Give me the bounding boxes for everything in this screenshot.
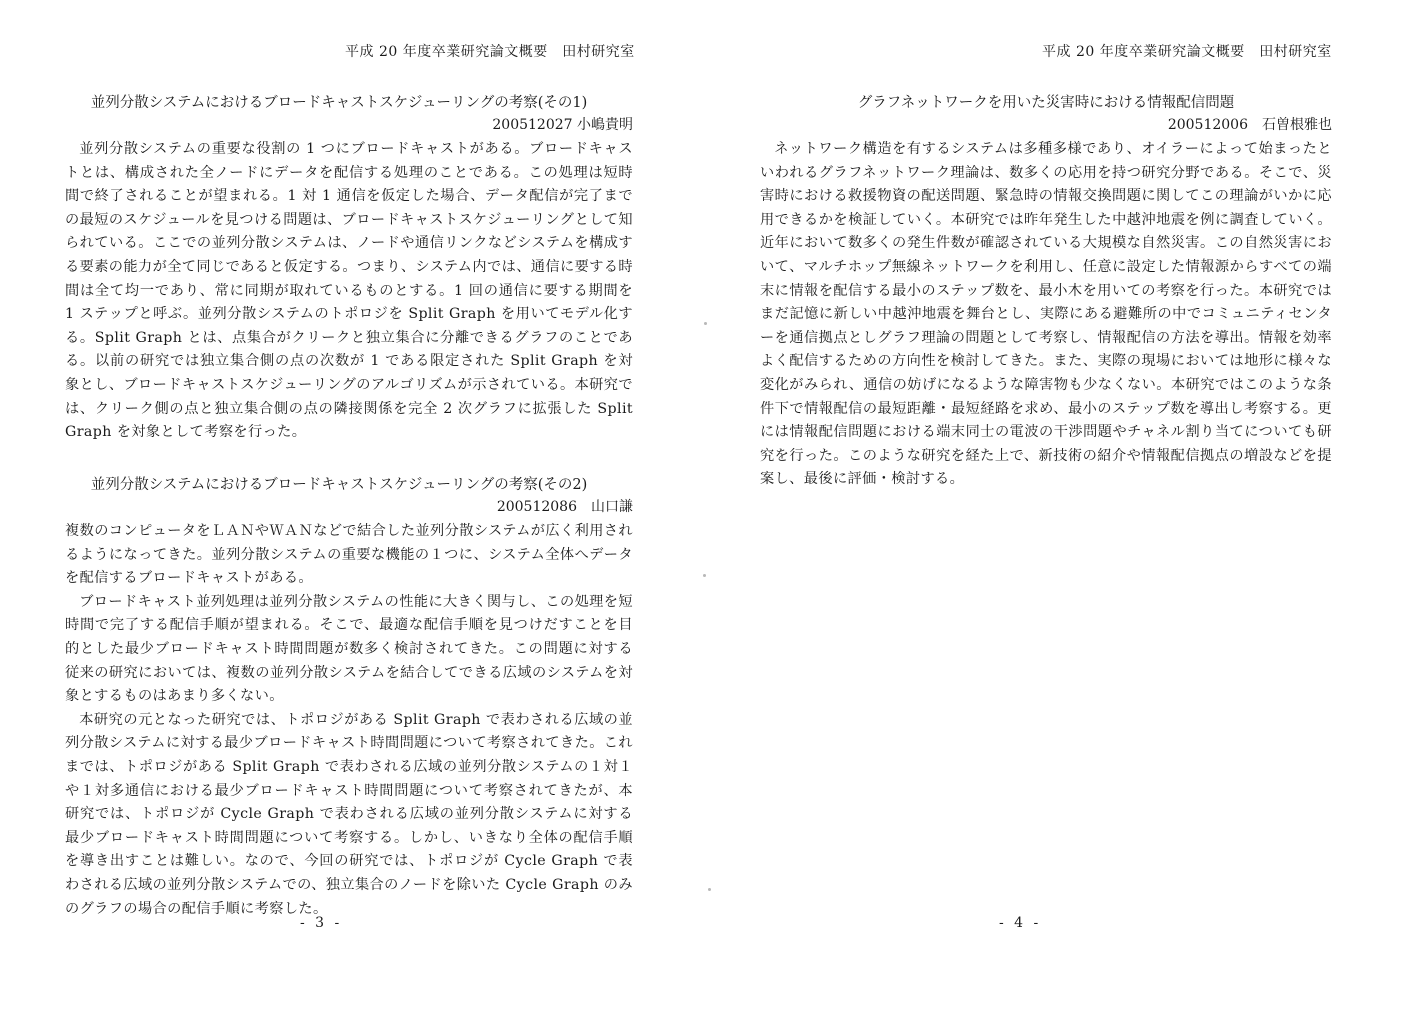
- article-author: 200512027 小嶋貴明: [492, 117, 633, 133]
- article-author: 200512086 山口謙: [496, 499, 633, 515]
- article-author: 200512006 石曽根雅也: [1167, 117, 1332, 133]
- body-paragraph: ネットワーク構造を有するシステムは多種多様であり、オイラーによって始まったといわれるグラフネットワーク理論は、数多くの応用を持つ研究分野である。そこで、災害時における救援物資の配送問題、緊急時の情報交換問題に関してこの理論がいかに応用できるかを検証していく。本研究では昨年発生した中越沖地震を例に調査していく。近年において数多くの発生件数が確認されている大規模な自然災害。この自然災害において、マルチホップ無線ネットワークを利用し、任意に設定した情報源からすべての端末に情報を配信する最小のステップ数を、最小木を用いての考察を行った。本研究ではまだ記憶に新しい中越沖地震を舞台とし、実際にある避難所の中でコミュニティセンターを通信拠点としグラフ理論の問題として考察し、情報配信の方法を導出。情報を効率よく配信するための方向性を検討してきた。また、実際の現場においては地形に様々な変化がみられ、通信の妨げになるような障害物も少なくない。本研究ではこのような条件下で情報配信の最短距離・最短経路を求め、最小のステップ数を導出し考察する。更には情報配信問題における端末同士の電波の干渉問題やチャネル割り当てについても研究を行った。このような研究を経た上で、新技術の紹介や情報配信拠点の増設などを提案し、最後に評価・検討する。: [760, 141, 1332, 488]
- article-body: [65, 520, 633, 921]
- scan-speck: [703, 574, 706, 577]
- scan-speck: [704, 322, 707, 325]
- abstract-disaster-information-delivery: [760, 92, 1332, 492]
- article-body: [760, 138, 1332, 492]
- body-paragraph: ブロードキャスト並列処理は並列分散システムの性能に大きく関与し、この処理を短時間で完了する配信手順が望まれる。そこで、最適な配信手順を見つけだすことを目的とした最少ブロードキャスト時間問題が数多く検討されてきた。この問題に対する従来の研究においては、複数の並列分散システムを結合してできる広域のシステムを対象とするものはあまり多くない。: [65, 593, 633, 705]
- article-body: [65, 138, 633, 445]
- scan-speck: [708, 888, 711, 891]
- article-title: 並列分散システムにおけるブロードキャストスケジューリングの考察(その1): [90, 95, 588, 111]
- body-paragraph: 並列分散システムの重要な役割の 1 つにブロードキャストがある。ブロードキャストとは、構成された全ノードにデータを配信する処理のことである。この処理は短時間で終了されることが望まれる。1 対 1 通信を仮定した場合、データ配信が完了までの最短のスケジュールを見つける問題は、ブロードキャストスケジューリングとして知られている。ここでの並列分散システムは、ノードや通信リンクなどシステムを構成する要素の能力が全て同じであると仮定する。つまり、システム内では、通信に要する時間は全て均一であり、常に同期が取れているものとする。1 回の通信に要する期間を 1 ステップと呼ぶ。並列分散システムのトポロジを Split Graph を用いてモデル化する。Split Graph とは、点集合がクリークと独立集合に分離できるグラフのことである。以前の研究では独立集合側の点の次数が 1 である限定された Split Graph を対象とし、ブロードキャストスケジューリングのアルゴリズムが示されている。本研究では、クリーク側の点と独立集合側の点の隣接関係を完全 2 次グラフに拡張した Split Graph を対象として考察を行った。: [65, 141, 633, 441]
- right-page: [702, 0, 1403, 1020]
- body-paragraph: 複数のコンピュータをＬＡＮやＷＡＮなどで結合した並列分散システムが広く利用されるようになってきた。並列分散システムの重要な機能の１つに、システム全体へデータを配信するブロードキャストがある。: [65, 523, 633, 587]
- running-head: 平成 20 年度卒業研究論文概要 田村研究室: [1042, 44, 1332, 60]
- article-title: 並列分散システムにおけるブロードキャストスケジューリングの考察(その2): [90, 477, 588, 493]
- abstract-broadcast-scheduling-1: [65, 92, 633, 445]
- page-number: - 3 -: [300, 915, 343, 931]
- abstract-broadcast-scheduling-2: [65, 474, 633, 921]
- article-title: グラフネットワークを用いた災害時における情報配信問題: [857, 95, 1235, 111]
- page-number: - 4 -: [999, 915, 1042, 931]
- body-paragraph: 本研究の元となった研究では、トポロジがある Split Graph で表わされる広域の並列分散システムに対する最少ブロードキャスト時間問題について考察されてきた。これまでは、トポロジがある Split Graph で表わされる広域の並列分散システムの１対１や１対多通信における最少ブロードキャスト時間問題について考察されてきたが、本研究では、トポロジが Cycle Graph で表わされる広域の並列分散システムに対する最少ブロードキャスト時間問題について考察する。しかし、いきなり全体の配信手順を導き出すことは難しい。なので、今回の研究では、トポロジが Cycle Graph で表わされる広域の並列分散システムでの、独立集合のノードを除いた Cycle Graph のみのグラフの場合の配信手順に考察した。: [65, 711, 633, 917]
- running-head: 平成 20 年度卒業研究論文概要 田村研究室: [345, 44, 635, 60]
